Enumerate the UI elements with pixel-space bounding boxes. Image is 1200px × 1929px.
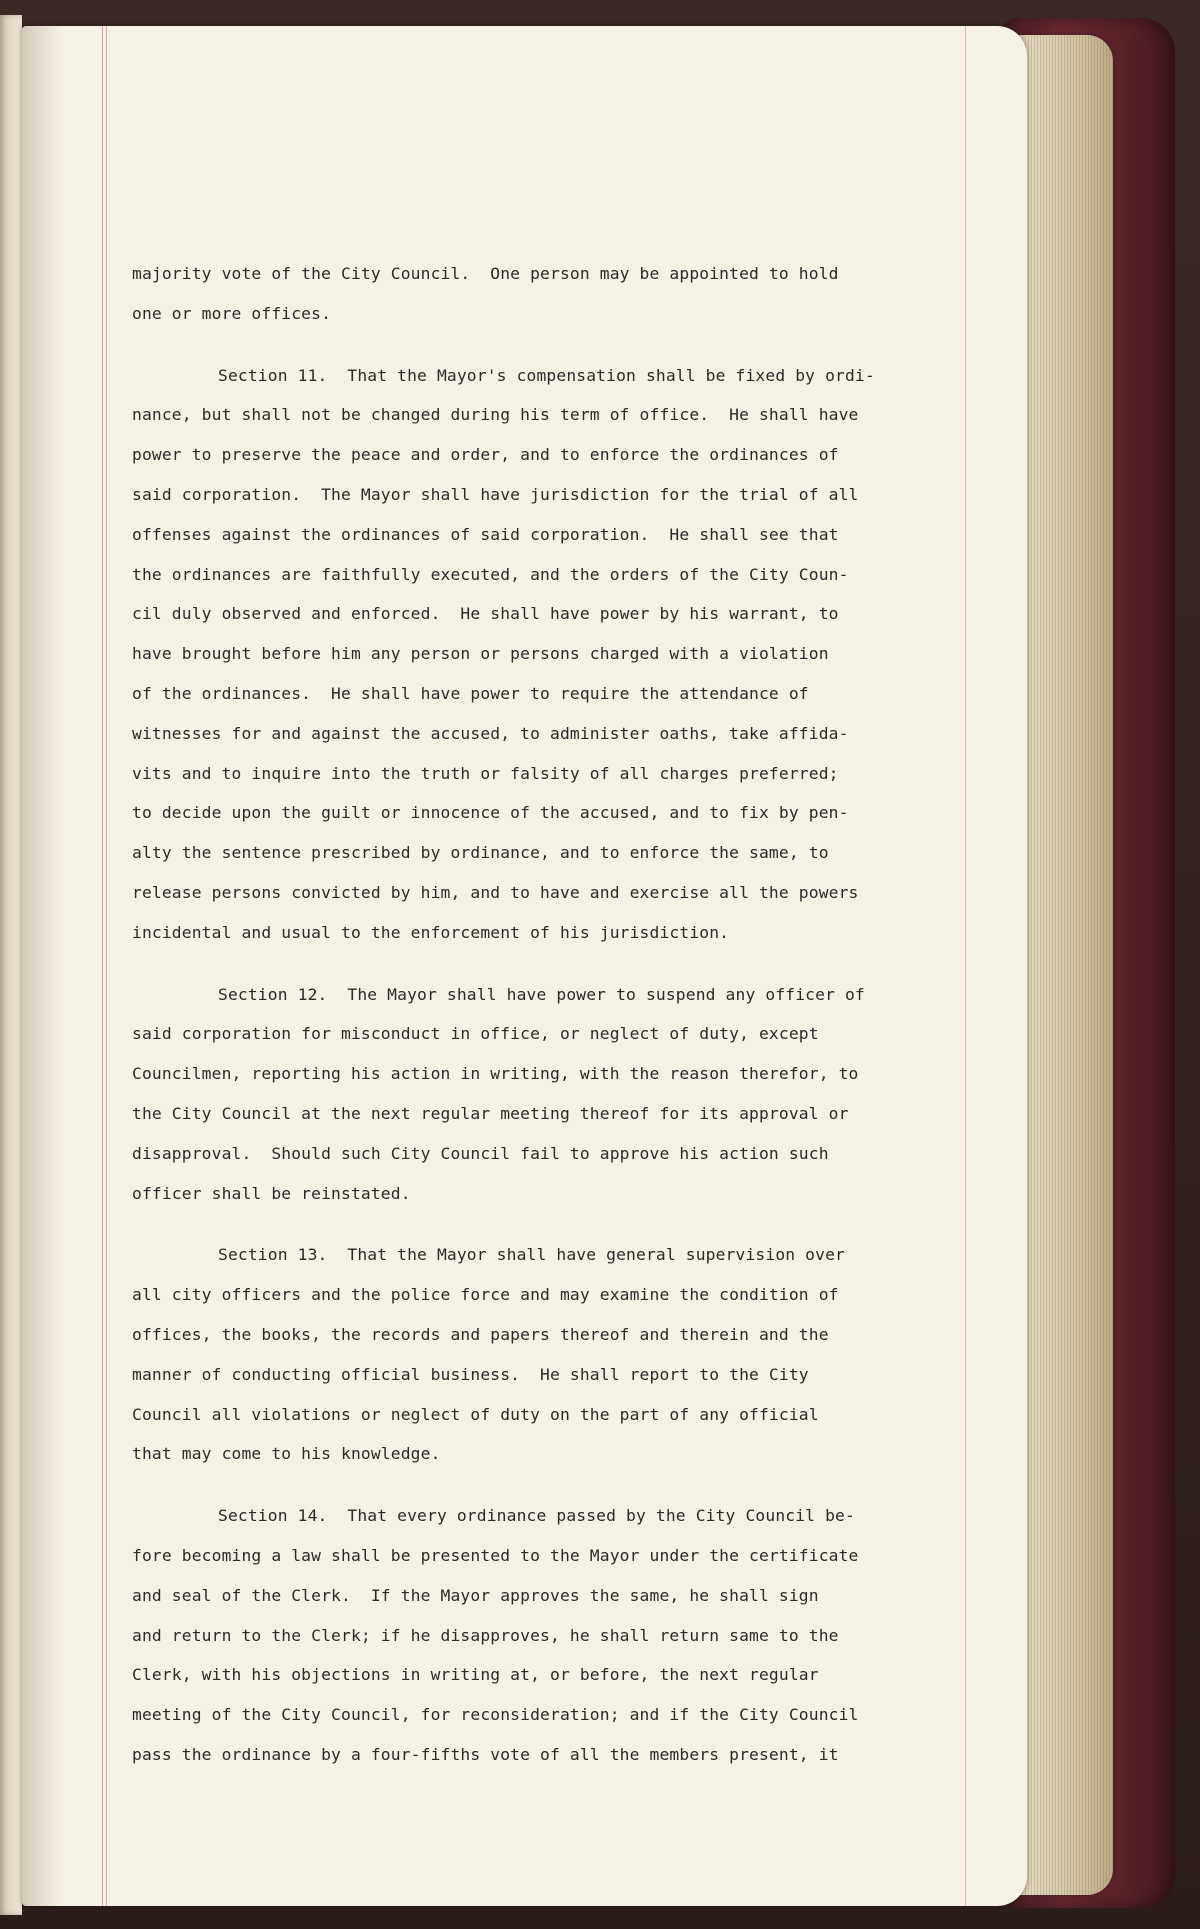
- paragraph-section-12: [132, 975, 997, 1214]
- text-line: meeting of the City Council, for reconsideration; and if the City Council: [132, 1705, 859, 1725]
- text-line: offices, the books, the records and papers thereof and therein and the: [132, 1324, 829, 1344]
- text-line: have brought before him any person or persons charged with a violation: [132, 644, 829, 664]
- text-line: manner of conducting official business. He shall report to the City: [132, 1364, 809, 1384]
- text-line: and return to the Clerk; if he disapproves, he shall return same to the: [132, 1625, 839, 1645]
- text-line: disapproval. Should such City Council fail to approve his action such: [132, 1143, 829, 1163]
- text-line: that may come to his knowledge.: [132, 1444, 441, 1464]
- gutter-shadow: [22, 26, 62, 1906]
- text-line: said corporation for misconduct in office, or neglect of duty, except: [132, 1024, 819, 1044]
- text-line: power to preserve the peace and order, and to enforce the ordinances of: [132, 445, 839, 465]
- text-line: Councilmen, reporting his action in writing, with the reason therefor, to: [132, 1064, 859, 1084]
- text-line: Council all violations or neglect of duty on the part of any official: [132, 1404, 819, 1424]
- text-line: fore becoming a law shall be presented to the Mayor under the certificate: [132, 1545, 859, 1565]
- paragraph-section-11: [132, 356, 997, 953]
- text-line: to decide upon the guilt or innocence of the accused, and to fix by pen-: [132, 803, 849, 823]
- text-line: incidental and usual to the enforcement of his jurisdiction.: [132, 922, 730, 942]
- text-line: alty the sentence prescribed by ordinance, and to enforce the same, to: [132, 843, 829, 863]
- text-line: Section 11. That the Mayor's compensation shall be fixed by ordi-: [218, 365, 875, 385]
- text-line: Section 14. That every ordinance passed by the City Council be-: [218, 1506, 855, 1526]
- text-line: cil duly observed and enforced. He shall have power by his warrant, to: [132, 604, 839, 624]
- text-line: witnesses for and against the accused, to administer oaths, take affida-: [132, 723, 849, 743]
- text-line: all city officers and the police force and may examine the condition of: [132, 1285, 839, 1305]
- text-line: Section 13. That the Mayor shall have general supervision over: [218, 1245, 845, 1265]
- text-line: officer shall be reinstated.: [132, 1183, 411, 1203]
- text-line: majority vote of the City Council. One person may be appointed to hold: [132, 264, 839, 283]
- margin-rule: [106, 26, 107, 1906]
- paragraph-section-14: [132, 1496, 997, 1775]
- typed-text: [132, 254, 997, 1775]
- text-line: vits and to inquire into the truth or falsity of all charges preferred;: [132, 763, 839, 783]
- text-line: of the ordinances. He shall have power to require the attendance of: [132, 683, 809, 703]
- text-line: the ordinances are faithfully executed, and the orders of the City Coun-: [132, 564, 849, 584]
- text-line: Section 12. The Mayor shall have power to suspend any officer of: [218, 984, 865, 1004]
- text-line: said corporation. The Mayor shall have jurisdiction for the trial of all: [132, 484, 859, 504]
- paragraph: [132, 254, 997, 334]
- text-line: release persons convicted by him, and to have and exercise all the powers: [132, 882, 859, 902]
- text-line: and seal of the Clerk. If the Mayor approves the same, he shall sign: [132, 1585, 819, 1605]
- text-line: one or more offices.: [132, 303, 332, 323]
- text-line: offenses against the ordinances of said corporation. He shall see that: [132, 524, 839, 544]
- text-line: pass the ordinance by a four-fifths vote of all the members present, it: [132, 1744, 839, 1764]
- ledger-page: [22, 26, 1027, 1906]
- text-line: the City Council at the next regular meeting thereof for its approval or: [132, 1103, 849, 1123]
- facing-page-edge: [0, 15, 22, 1915]
- text-line: nance, but shall not be changed during his term of office. He shall have: [132, 405, 859, 425]
- paragraph-section-13: [132, 1235, 997, 1474]
- text-line: Clerk, with his objections in writing at, or before, the next regular: [132, 1665, 819, 1685]
- margin-rule: [102, 26, 103, 1906]
